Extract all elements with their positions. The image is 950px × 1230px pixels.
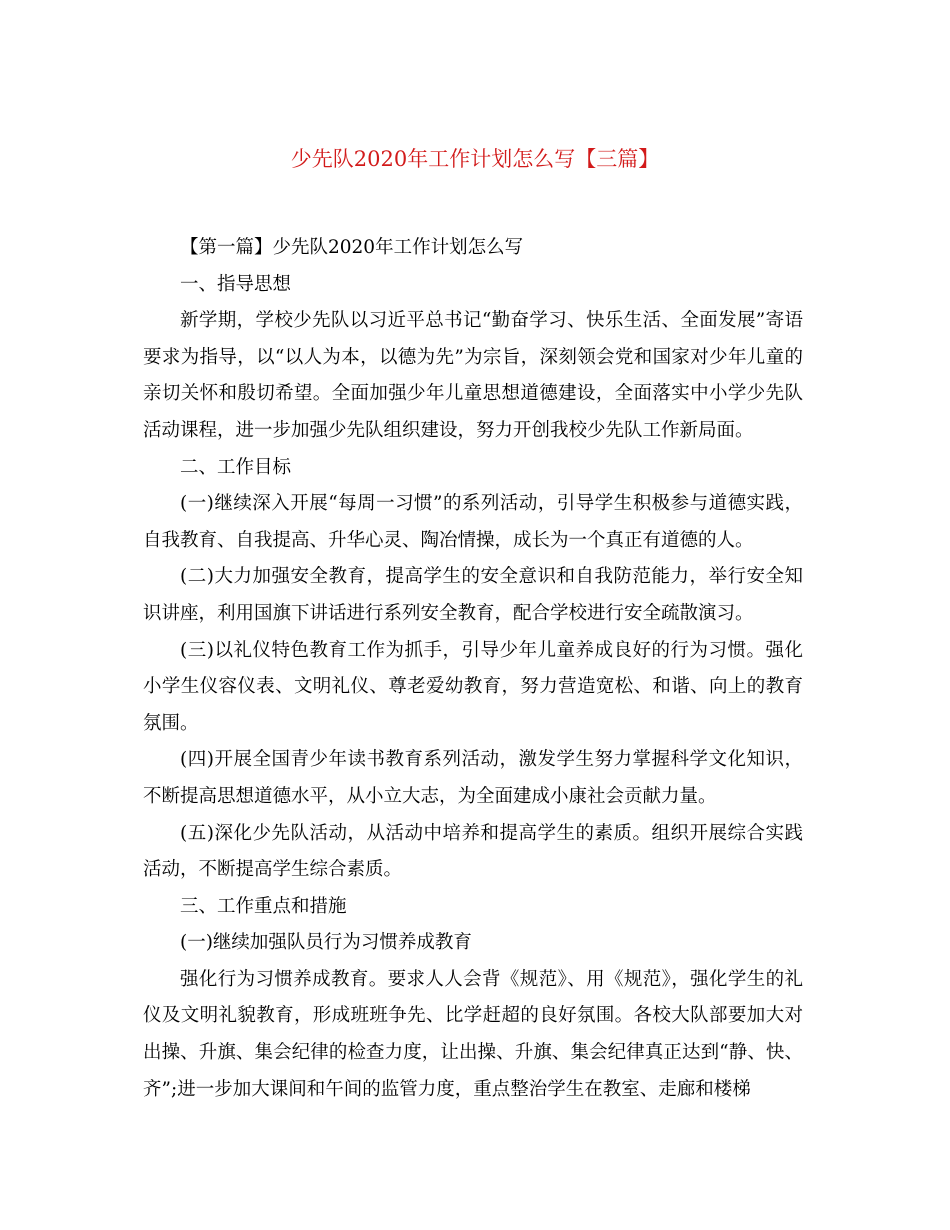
document-body — [143, 230, 803, 1108]
section-heading-guiding-ideology: 一、指导思想 — [180, 273, 292, 295]
paragraph-goal-1: (一)继续深入开展“每周一习惯”的系列活动，引导学生积极参与道德实践，自我教育、自我提高、升华心灵、陶冶情操，成长为一个真正有道德的人。 — [143, 493, 803, 551]
paragraph-goal-2: (二)大力加强安全教育，提高学生的安全意识和自我防范能力，举行安全知识讲座，利用国旗下讲话进行系列安全教育，配合学校进行安全疏散演习。 — [143, 566, 803, 624]
subheading-habit-education: (一)继续加强队员行为习惯养成教育 — [180, 932, 472, 954]
paragraph-goal-5: (五)深化少先队活动，从活动中培养和提高学生的素质。组织开展综合实践活动，不断提高学生综合素质。 — [143, 822, 803, 881]
paragraph-goal-3: (三)以礼仪特色教育工作为抓手，引导少年儿童养成良好的行为习惯。强化小学生仪容仪表、文明礼仪、尊老爱幼教育，努力营造宽松、和谐、向上的教育氛围。 — [143, 639, 803, 734]
section-heading-key-measures: 三、工作重点和措施 — [180, 895, 347, 917]
document-title: 少先队2020年工作计划怎么写【三篇】 — [290, 147, 660, 171]
paragraph-habit-education: 强化行为习惯养成教育。要求人人会背《规范》、用《规范》，强化学生的礼仪及文明礼貌教育，形成班班争先、比学赶超的良好氛围。各校大队部要加大对出操、升旗、集会纪律的检查力度，让出操、升旗、集会纪律真正达到“静、快、齐”;进一步加大课间和午间的监管力度，重点整治学生在教室、走廊和楼梯 — [143, 968, 803, 1100]
section-heading-first-article: 【第一篇】少先队2020年工作计划怎么写 — [180, 237, 524, 258]
section-heading-work-goals: 二、工作目标 — [180, 456, 292, 478]
paragraph-guiding-ideology: 新学期，学校少先队以习近平总书记“勤奋学习、快乐生活、全面发展”寄语要求为指导，以“以人为本，以德为先”为宗旨，深刻领会党和国家对少年儿童的亲切关怀和殷切希望。全面加强少年儿童思想道德建设，全面落实中小学少先队活动课程，进一步加强少先队组织建设，努力开创我校少先队工作新局面。 — [143, 310, 803, 441]
paragraph-goal-4: (四)开展全国青少年读书教育系列活动，激发学生努力掌握科学文化知识，不断提高思想道德水平，从小立大志，为全面建成小康社会贡献力量。 — [143, 749, 803, 807]
